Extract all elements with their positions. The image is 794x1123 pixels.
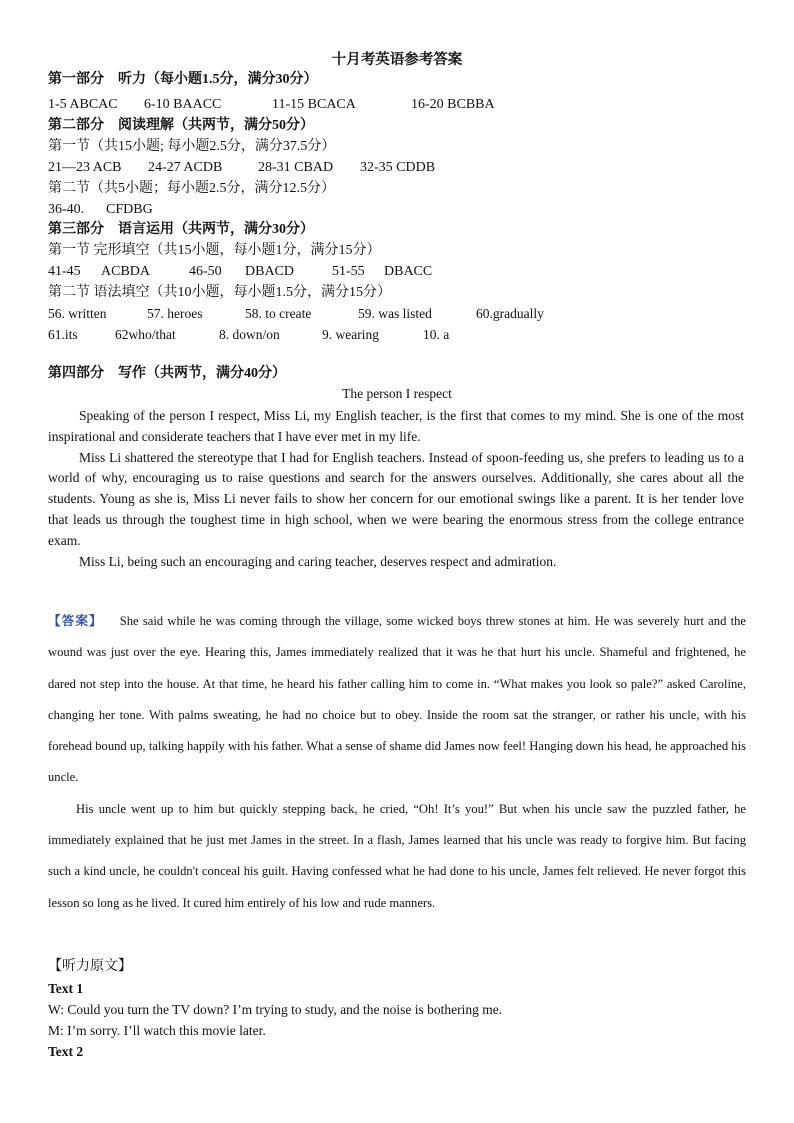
part3-section2-heading: 第二节 语法填空（共10小题，每小题1.5分，满分15分） [48, 285, 391, 300]
grammar-answer: 61.its [48, 327, 78, 342]
part2-section1-keys [48, 158, 435, 178]
key-group: 16-20 BCBBA [411, 97, 495, 112]
part2-section2-heading: 第二节（共5小题；每小题2.5分，满分12.5分） [48, 181, 335, 196]
page-title: 十月考英语参考答案 [331, 52, 463, 68]
part2-heading: 第二部分 阅读理解（共两节，满分50分） [48, 118, 314, 133]
grammar-row-2 [48, 325, 449, 345]
key-group: 36-40. [48, 202, 85, 217]
key-range: 41-45 [48, 264, 81, 279]
grammar-answer: 60.gradually [476, 306, 544, 321]
grammar-answer: 9. wearing [322, 327, 379, 342]
key-group: 21—23 ACB [48, 160, 122, 175]
grammar-answer: 56. written [48, 306, 107, 321]
part2-section2-keys [48, 200, 153, 220]
transcript-body [48, 978, 502, 1062]
essay-paragraph: Miss Li, being such an encouraging and caring teacher, deserves respect and admiration. [79, 553, 557, 569]
text-label: Text 1 [48, 981, 84, 996]
part1-heading: 第一部分 听力（每小题1.5分，满分30分） [48, 72, 318, 87]
part3-section1-heading: 第一节 完形填空（共15小题，每小题1分，满分15分） [48, 243, 381, 258]
key-group: 24-27 ACDB [148, 160, 223, 175]
key-group: 28-31 CBAD [258, 160, 334, 175]
answer-paragraph: His uncle went up to him but quickly stepping back, he cried, “Oh! It’s you!” But when his uncle saw the puzzled father, he immediately explained that he just met James in the street. In a flash, James learned that his uncle was ready to forgive him. But facing such a kind uncle, he couldn't conceal his guilt. Having confessed what he had done to his uncle, James felt relieved. He never forgot this lesson so long as he lived. It cured him entirely of his low and rude manners. [48, 801, 746, 910]
grammar-answer: 10. a [423, 327, 450, 342]
answer-tag: 【答案】 [48, 614, 103, 628]
key-group: DBACC [384, 264, 433, 279]
key-group: 32-35 CDDB [360, 160, 436, 175]
transcript-heading: 【听力原文】 [48, 959, 132, 974]
dialog-line: M: I’m sorry. I’ll watch this movie later. [48, 1023, 266, 1038]
grammar-row-1 [48, 304, 544, 324]
grammar-answer: 59. was listed [358, 306, 432, 321]
grammar-answer: 58. to create [245, 306, 312, 321]
essay-title: The person I respect [342, 386, 452, 401]
part4-heading: 第四部分 写作（共两节，满分40分） [48, 366, 286, 381]
grammar-answer: 62who/that [115, 327, 176, 342]
continuation-answer [48, 606, 746, 919]
essay-paragraph: Speaking of the person I respect, Miss Li, my English teacher, is the first that comes to my mind. She is one of the most inspirational and considerate teachers that I have ever met in my life. [48, 408, 744, 444]
key-group: 11-15 BCACA [272, 97, 356, 112]
essay-body [48, 406, 744, 572]
part3-section1-keys [48, 262, 432, 282]
key-group: CFDBG [106, 202, 153, 217]
grammar-answer: 8. down/on [219, 327, 280, 342]
key-group: DBACD [245, 264, 295, 279]
key-range: 51-55 [332, 264, 365, 279]
part1-keys [48, 95, 495, 115]
answer-paragraph: She said while he was coming through the village, some wicked boys threw stones at him. He was severely hurt and the wound was just over the eye. Hearing this, James immediately realized that it was he that hurt his uncle. Shameful and frightened, he dared not step into the house. At that time, he heard his father calling him to come in. “What makes you look so pale?” asked Caroline, changing her tone. With palms sweating, he had no choice but to obey. Inside the room sat the stranger, or rather his uncle, with his forehead bound up, talking happily with his father. What a sense of shame did James now feel! Hanging down his head, he approached his uncle. [48, 614, 746, 785]
key-group: 6-10 BAACC [144, 97, 222, 112]
text-label: Text 2 [48, 1044, 84, 1059]
grammar-answer: 57. heroes [147, 306, 203, 321]
key-group: 1-5 ABCAC [48, 97, 118, 112]
essay-paragraph: Miss Li shattered the stereotype that I had for English teachers. Instead of spoon-feeding us, she prefers to leading us to a world of why, encouraging us to raise questions and search for the answers ourselves. Additionally, she cares about all the students. Young as she is, Miss Li never fails to show her concern for our emotional swings like a parent. It is her tender love that leads us through the toughest time in high school, when we were bearing the enormous stress from the college entrance exam. [48, 449, 744, 548]
key-range: 46-50 [189, 264, 222, 279]
dialog-line: W: Could you turn the TV down? I’m trying to study, and the noise is bothering me. [48, 1002, 503, 1017]
key-group: ACBDA [101, 264, 151, 279]
part2-section1-heading: 第一节（共15小题; 每小题2.5分，满分37.5分） [48, 139, 336, 154]
part3-heading: 第三部分 语言运用（共两节，满分30分） [48, 222, 314, 237]
